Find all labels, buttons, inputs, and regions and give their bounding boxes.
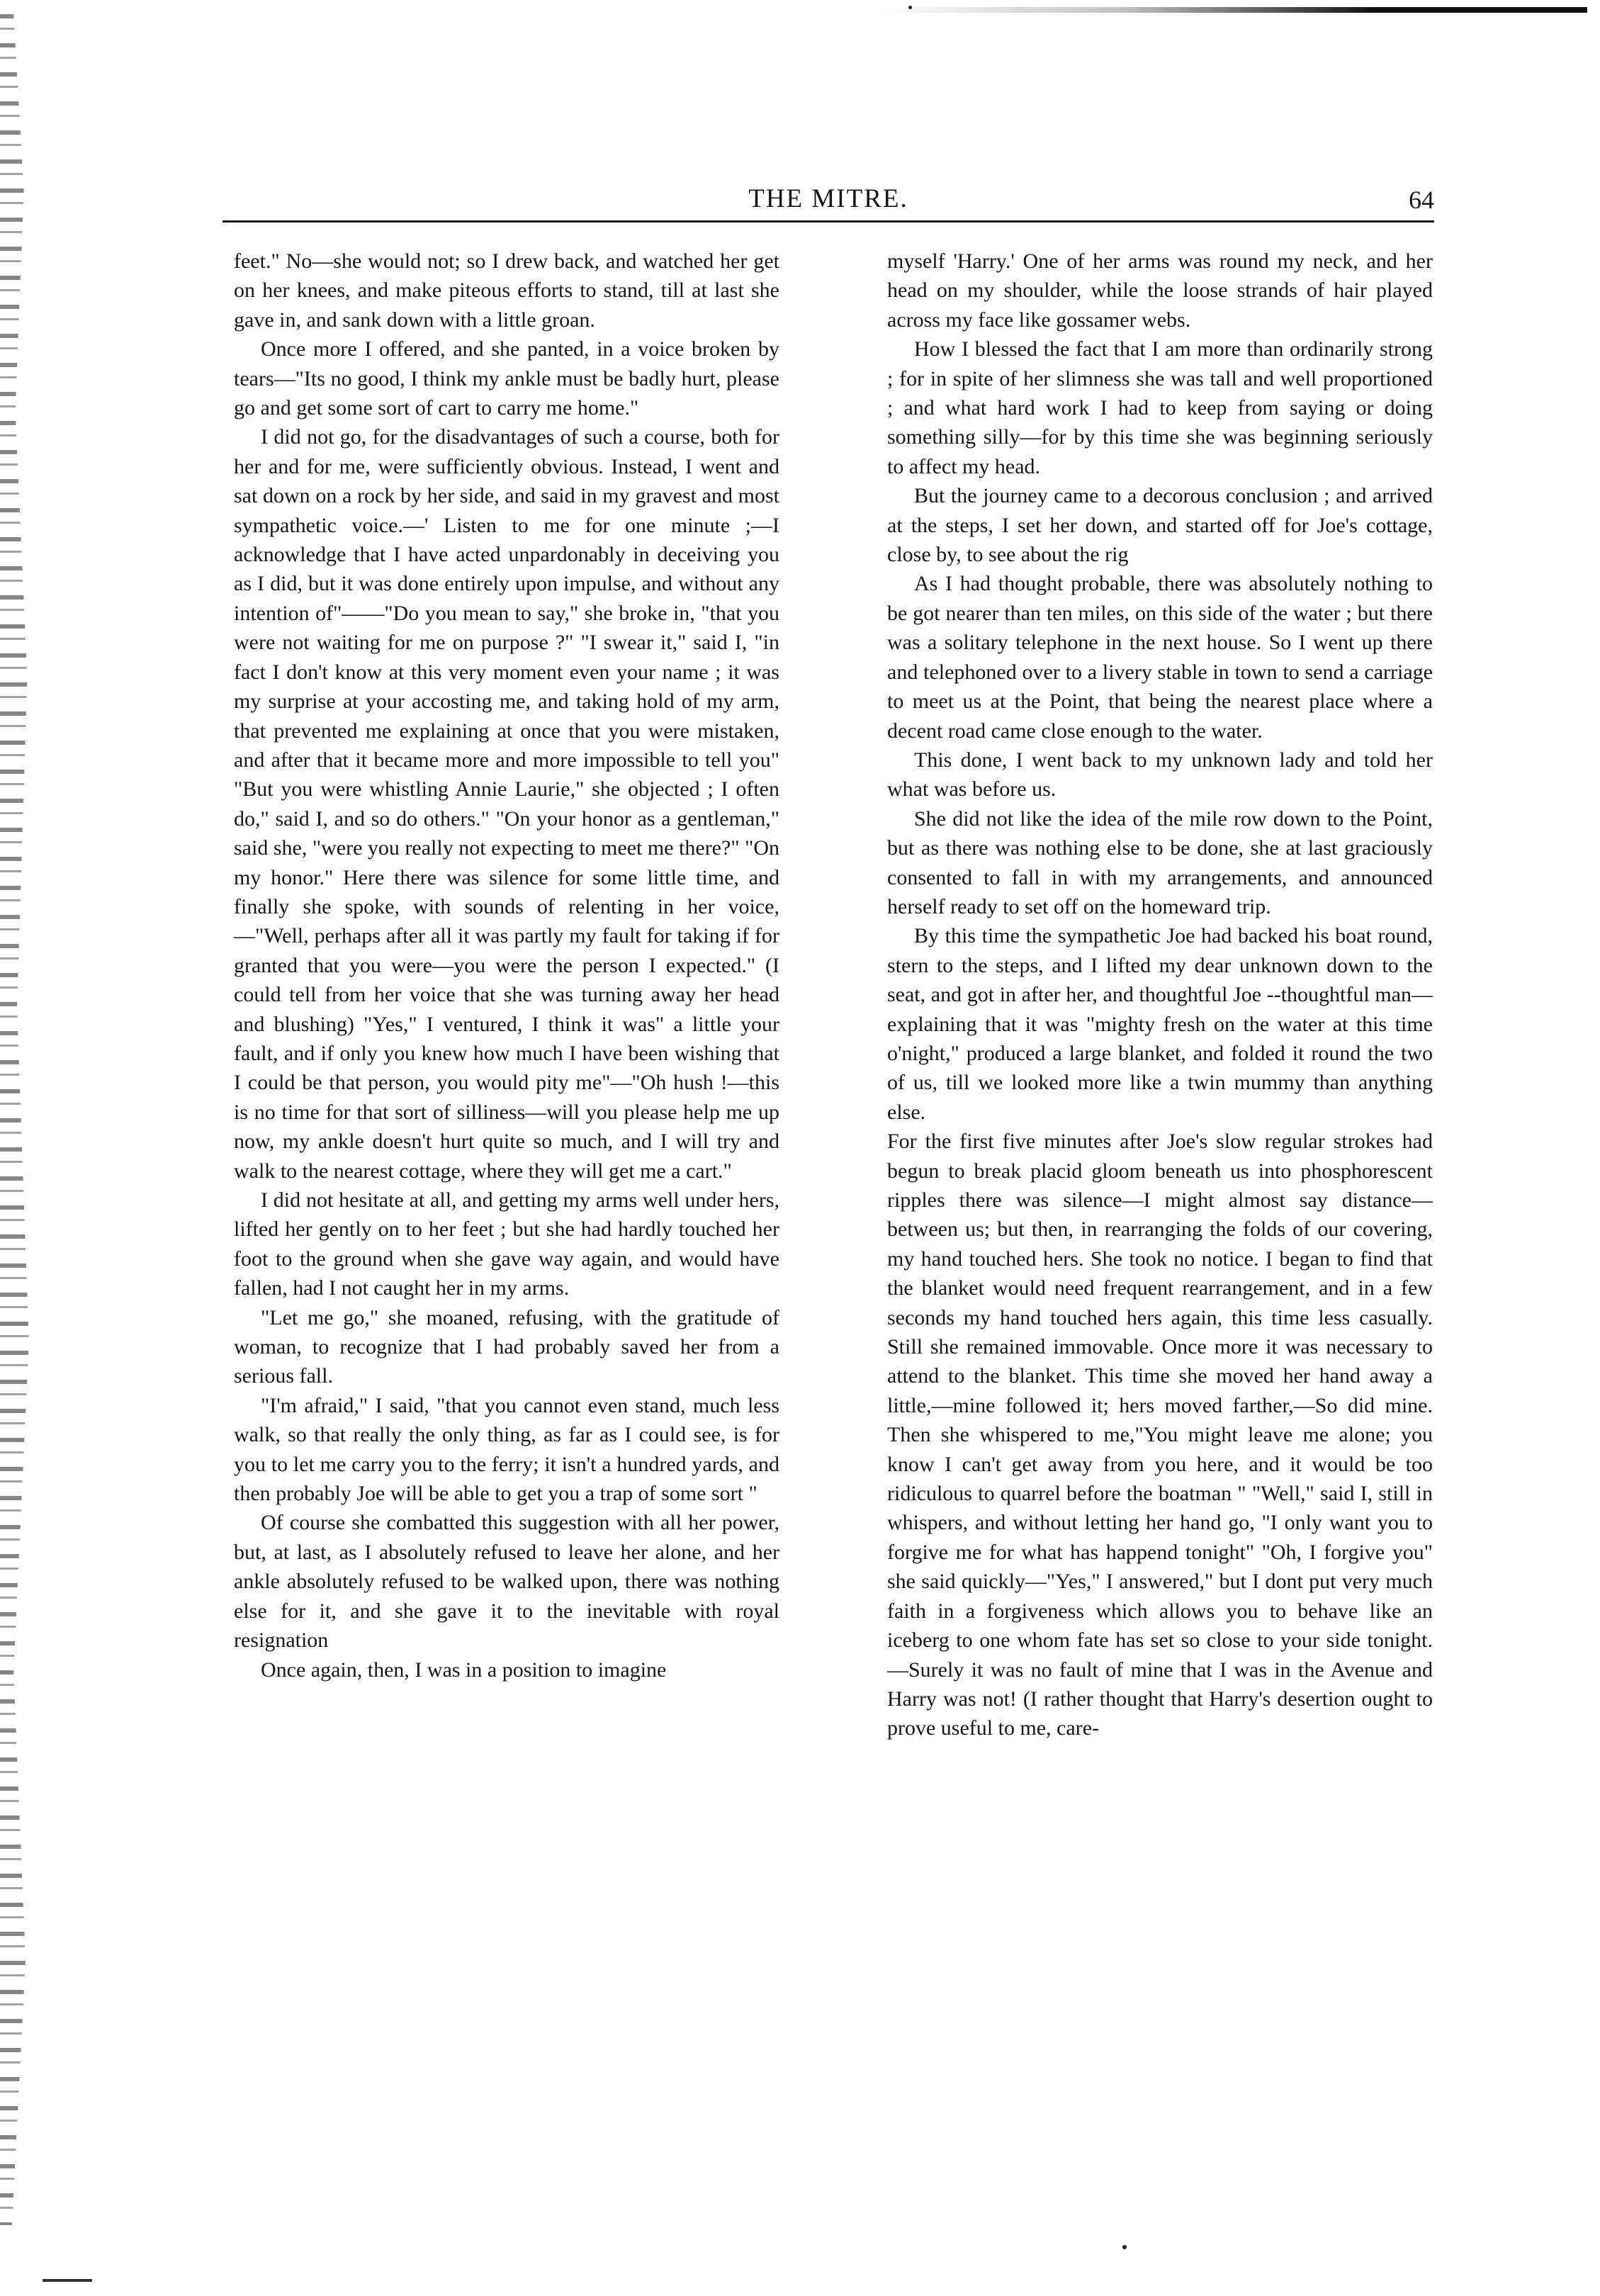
paragraph: Once again, then, I was in a position to imagine <box>261 1658 667 1682</box>
paragraph: I did not hesitate at all, and getting my arms well under hers, lifted her gently on to her feet ; but she had hardly touched her foot to the ground when she gave way again, and would have fallen, had I not caught her in my arms. <box>234 1188 779 1300</box>
paragraph: "I'm afraid," I said, "that you cannot even stand, much less walk, so that really the only thing, as far as I could see, is for you to let me carry you to the ferry; it isn't a hundred yards, and then probably Joe will be able to get you a trap of some sort " <box>234 1393 779 1506</box>
running-title: THE MITRE. <box>748 184 908 213</box>
paragraph: By this time the sympathetic Joe had backed his boat round, stern to the steps, and I lifted my dear unknown down to the seat, and got in after her, and thoughtful Joe --thoughtful man—explaining that it was "mighty fresh on the water at this time o'night," produced a large blanket, and folded it round the two of us, till we looked more like a twin mummy than anything else. <box>887 924 1433 1124</box>
top-edge-dot <box>908 6 912 9</box>
paragraph: Of course she combatted this suggestion with all her power, but, at last, as I absolutely refused to leave her alone, and her ankle absolutely refused to be walked upon, there was nothing else for it, and she gave it to the inevitable with royal resignation <box>234 1511 779 1653</box>
right-column <box>887 247 1433 1743</box>
paragraph: feet." No—she would not; so I drew back, and watched her get on her knees, and make piteous efforts to stand, till at last she gave in, and sank down with a little groan. <box>234 249 779 332</box>
paragraph: I did not go, for the disadvantages of such a course, both for her and for me, were sufficiently obvious. Instead, I went and sat down on a rock by her side, and said in my gravest and most sympathetic voice.—' Listen to me for one minute ;—I acknowledge that I have acted unpardonably in deceiving you as I did, but it was done entirely upon impulse, and without any intention of"——"Do you mean to say," she broke in, "that you were not waiting for me on purpose ?" "I swear it," said I, "in fact I don't know at this very moment even your name ; it was my surprise at your accosting me, and taking hold of my arm, that prevented me explaining at once that you were mistaken, and after that it became more and more impossible to tell you" "But you were whistling Annie Laurie," she objected ; I often do," said I, and so do others." "On your honor as a gentleman," said she, "were you really not expecting to meet me there?" "On my honor." Here there was silence for some little time, and finally she spoke, with sounds of relenting in her voice,—"Well, perhaps after all it was partly my fault for taking if for granted that you were—you were the person I expected." (I could tell from her voice that she was turning away her head and blushing) "Yes," I ventured, I think it was" a little your fault, and if only you knew how much I have been wishing that I could be that person, you would pity me"—"Oh hush !—this is no time for that sort of silliness—will you please help me up now, my ankle doesn't hurt quite so much, and I will try and walk to the nearest cottage, where they will get me a cart." <box>234 425 779 1183</box>
paragraph: But the journey came to a decorous conclusion ; and arrived at the steps, I set her down, and started off for Joe's cottage, close by, to see about the rig <box>887 484 1433 567</box>
paragraph: This done, I went back to my unknown lady and told her what was before us. <box>887 748 1433 801</box>
page-edge-mark <box>43 2279 92 2282</box>
page-header <box>222 186 1434 225</box>
page-binding-edge <box>0 14 34 2225</box>
left-column <box>234 247 779 1684</box>
paragraph: For the first five minutes after Joe's slow regular strokes had begun to break placid gloom beneath us into phosphorescent ripples there was silence—I might almost say distance—between us; but then, in rearranging the folds of our covering, my hand touched hers. She took no notice. I began to find that the blanket would need frequent rearrangement, and in a few seconds my hand touched hers again, this time less casually. Still she remained immovable. Once more it was necessary to attend to the blanket. This time she moved her hand away a little,—mine followed it; hers moved farther,—So did mine. Then she whispered to me,"You might leave me alone; you know I can't get away from you here, and it would be too ridiculous to quarrel before the boatman " "Well," said I, still in whispers, and without letting her hand go, "I only want you to forgive me for what has happend tonight" "Oh, I forgive you" she said quickly—"Yes," I answered," but I dont put very much faith in a forgiveness which allows you to behave like an iceberg to one whom fate has set so close to your side tonight.—Surely it was no fault of mine that I was in the Avenue and Harry was not! (I rather thought that Harry's desertion ought to prove useful to me, care- <box>887 1130 1433 1740</box>
paragraph: Once more I offered, and she panted, in a voice broken by tears—"Its no good, I think my ankle must be badly hurt, please go and get some sort of cart to carry me home." <box>234 337 779 420</box>
page-number: 64 <box>1409 186 1434 214</box>
paragraph: She did not like the idea of the mile row down to the Point, but as there was nothing else to be done, she at last graciously consented to fall in with my arrangements, and announced herself ready to set off on the homeward trip. <box>887 806 1433 918</box>
top-edge-rule <box>879 7 1587 13</box>
footer-dot <box>1122 2245 1127 2249</box>
paragraph: How I blessed the fact that I am more than ordinarily strong ; for in spite of her slimness she was tall and well proportioned ; and what hard work I had to keep from saying or doing something silly—for by this time she was beginning seriously to affect my head. <box>887 337 1433 478</box>
header-rule <box>222 220 1434 223</box>
paragraph: "Let me go," she moaned, refusing, with the gratitude of woman, to recognize that I had probably saved her from a serious fall. <box>234 1305 779 1388</box>
paragraph: As I had thought probable, there was absolutely nothing to be got nearer than ten miles, on this side of the water ; but there was a solitary telephone in the next house. So I went up there and telephoned over to a livery stable in town to send a carriage to meet us at the Point, that being the nearest place where a decent road came close enough to the water. <box>887 572 1433 743</box>
paragraph: myself 'Harry.' One of her arms was round my neck, and her head on my shoulder, while the loose strands of hair played across my face like gossamer webs. <box>887 249 1433 332</box>
